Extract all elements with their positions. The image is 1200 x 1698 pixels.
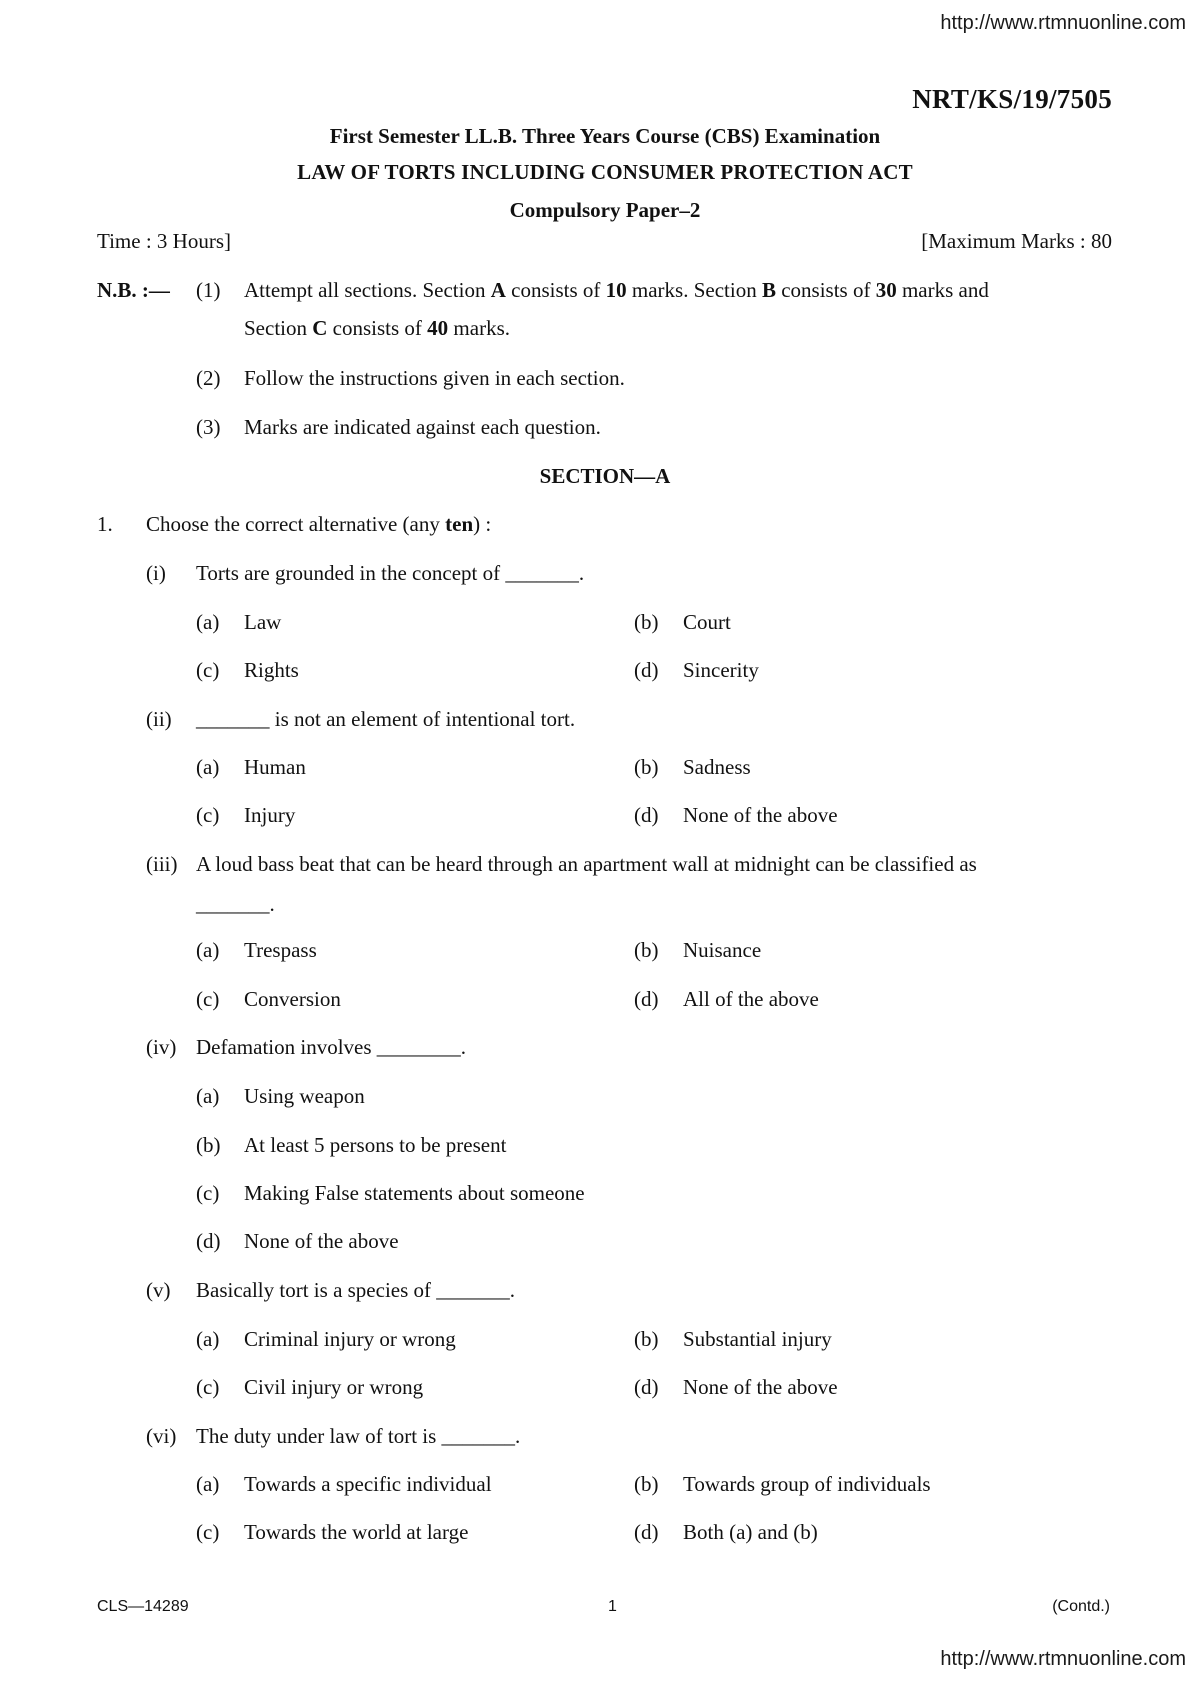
option-label: (d)	[634, 803, 659, 827]
source-url-top[interactable]: http://www.rtmnuonline.com	[940, 12, 1186, 34]
subquestion-iv-number: (iv)	[146, 1035, 177, 1059]
subquestion-vi-number: (vi)	[146, 1424, 177, 1448]
option-label: (b)	[634, 610, 659, 634]
option-label: (b)	[634, 938, 659, 962]
maximum-marks: [Maximum Marks : 80	[921, 229, 1112, 253]
option-label: (b)	[634, 755, 659, 779]
nb-item-2-num: (2)	[196, 366, 221, 390]
option-text: Making False statements about someone	[244, 1181, 585, 1205]
section-a-heading: SECTION—A	[539, 464, 671, 488]
source-url-bottom[interactable]: http://www.rtmnuonline.com	[940, 1648, 1186, 1670]
option-text: At least 5 persons to be present	[244, 1133, 507, 1157]
option-label: (d)	[634, 658, 659, 682]
option-label: (a)	[196, 1084, 220, 1108]
footer-code: CLS—14289	[97, 1598, 189, 1615]
subquestion-i-text: Torts are grounded in the concept of _______.	[196, 561, 585, 585]
subquestion-v-number: (v)	[146, 1278, 171, 1302]
option-text: None of the above	[244, 1229, 399, 1253]
option-label: (b)	[634, 1327, 659, 1351]
subquestion-vi-text: The duty under law of tort is _______.	[196, 1424, 521, 1448]
question-1-number: 1.	[97, 512, 113, 536]
nb-item-1-line-1: Attempt all sections. Section A consists of 10 marks. Section B consists of 30 marks and	[244, 278, 989, 302]
option-label: (a)	[196, 938, 220, 962]
option-label: (c)	[196, 987, 220, 1011]
option-label: (a)	[196, 1472, 220, 1496]
option-label: (d)	[634, 987, 659, 1011]
option-text: Rights	[244, 658, 299, 682]
option-text: Criminal injury or wrong	[244, 1327, 456, 1351]
subquestion-iv-text: Defamation involves ________.	[196, 1035, 467, 1059]
nb-item-2-text: Follow the instructions given in each section.	[244, 366, 625, 390]
subquestion-iii-number: (iii)	[146, 852, 178, 876]
option-label: (b)	[634, 1472, 659, 1496]
option-label: (c)	[196, 658, 220, 682]
option-text: All of the above	[683, 987, 819, 1011]
nb-item-3-text: Marks are indicated against each question.	[244, 415, 601, 439]
option-text: Both (a) and (b)	[683, 1520, 818, 1544]
subquestion-iii-blank: _______.	[196, 892, 275, 916]
option-text: None of the above	[683, 1375, 838, 1399]
question-1-text: Choose the correct alternative (any ten) :	[146, 512, 492, 536]
nb-label: N.B. :—	[97, 278, 170, 302]
option-label: (d)	[634, 1375, 659, 1399]
time-allowed: Time : 3 Hours]	[97, 229, 231, 253]
option-label: (d)	[196, 1229, 221, 1253]
option-text: Using weapon	[244, 1084, 365, 1108]
subject-title: LAW OF TORTS INCLUDING CONSUMER PROTECTION ACT	[297, 160, 913, 184]
option-label: (c)	[196, 803, 220, 827]
exam-title: First Semester LL.B. Three Years Course (CBS) Examination	[329, 124, 881, 148]
nb-item-3-num: (3)	[196, 415, 221, 439]
option-label: (a)	[196, 610, 220, 634]
option-label: (c)	[196, 1520, 220, 1544]
option-text: Injury	[244, 803, 296, 827]
subquestion-i-number: (i)	[146, 561, 166, 585]
option-label: (a)	[196, 1327, 220, 1351]
option-label: (d)	[634, 1520, 659, 1544]
option-text: Conversion	[244, 987, 341, 1011]
subquestion-ii-number: (ii)	[146, 707, 172, 731]
page-number: 1	[608, 1598, 617, 1615]
option-text: Trespass	[244, 938, 317, 962]
subquestion-iii-text: A loud bass beat that can be heard through an apartment wall at midnight can be classified as	[196, 852, 977, 876]
option-text: Human	[244, 755, 306, 779]
nb-item-1-num: (1)	[196, 278, 221, 302]
option-text: Towards the world at large	[244, 1520, 469, 1544]
option-label: (b)	[196, 1133, 221, 1157]
option-text: Towards group of individuals	[683, 1472, 931, 1496]
option-text: Sincerity	[683, 658, 759, 682]
paper-title: Compulsory Paper–2	[509, 198, 701, 222]
nb-item-1-line-2: Section C consists of 40 marks.	[244, 316, 510, 340]
option-text: Sadness	[683, 755, 751, 779]
subquestion-v-text: Basically tort is a species of _______.	[196, 1278, 516, 1302]
paper-code: NRT/KS/19/7505	[912, 84, 1112, 114]
subquestion-ii-text: _______ is not an element of intentional tort.	[196, 707, 576, 731]
option-text: Civil injury or wrong	[244, 1375, 424, 1399]
option-text: Court	[683, 610, 731, 634]
option-text: Law	[244, 610, 282, 634]
option-text: Substantial injury	[683, 1327, 832, 1351]
option-label: (a)	[196, 755, 220, 779]
option-text: Nuisance	[683, 938, 762, 962]
option-label: (c)	[196, 1375, 220, 1399]
option-text: None of the above	[683, 803, 838, 827]
continued-label: (Contd.)	[1052, 1598, 1110, 1615]
option-text: Towards a specific individual	[244, 1472, 492, 1496]
option-label: (c)	[196, 1181, 220, 1205]
